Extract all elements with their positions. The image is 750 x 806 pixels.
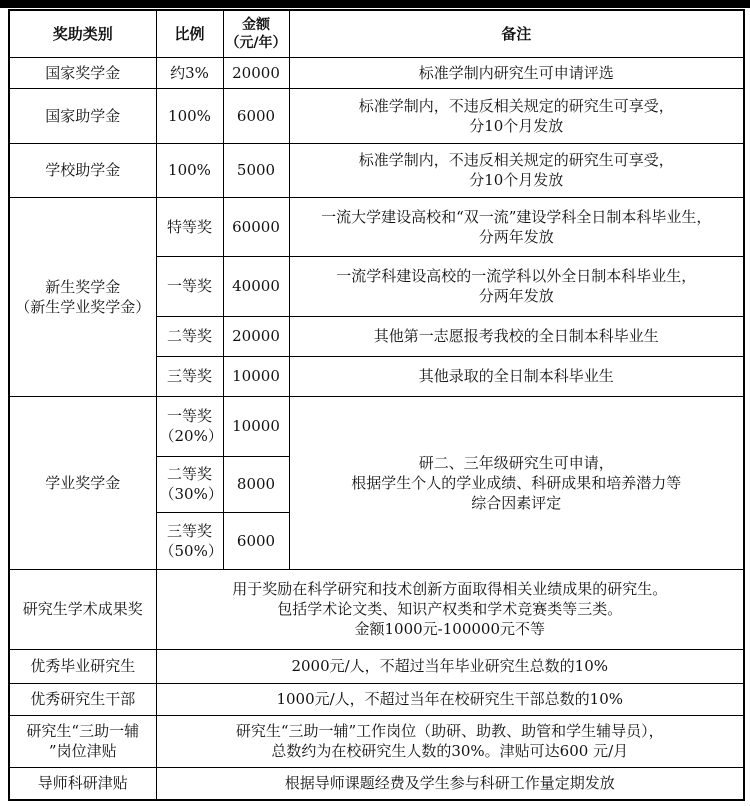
remarks-line: 研二、三年级研究生可申请， [418, 453, 614, 472]
remarks-line: 一流学科建设高校的一流学科以外全日制本科毕业生， [336, 267, 697, 285]
remarks-line: 分两年发放 [478, 227, 554, 246]
remarks-line: 标准学制内研究生可申请评选 [418, 63, 614, 82]
freshman-tier-level: 三等奖 [156, 356, 223, 396]
freshman-tier-remarks [289, 316, 744, 356]
row-outstanding-graduate [9, 649, 744, 683]
outstanding-cadre-category: 优秀研究生干部 [9, 683, 156, 715]
academic-tier-level [156, 396, 223, 456]
row-research-award [9, 569, 744, 649]
level-share: （50%） [159, 541, 223, 560]
level-line: 三等奖 [166, 521, 212, 540]
school-grant-category: 学校助学金 [9, 143, 156, 197]
row-supervisor-allowance [9, 767, 744, 800]
research-award-category: 研究生学术成果奖 [9, 569, 156, 649]
header-amount-unit: （元/年） [225, 34, 287, 51]
header-row [9, 10, 744, 57]
national-grant-category: 国家助学金 [9, 88, 156, 143]
remarks-line: 标准学制内，不违反相关规定的研究生可享受， [358, 96, 674, 115]
header-amount [223, 10, 289, 57]
header-remarks: 备注 [289, 10, 744, 57]
remarks-line: 其他第一志愿报考我校的全日制本科毕业生 [373, 327, 659, 345]
freshman-tier-remarks [289, 356, 744, 396]
national-scholarship-amount: 20000 [223, 57, 289, 88]
level-share: （20%） [159, 427, 223, 445]
remarks-line: 根据学生个人的学业成绩、科研成果和培养潜力等 [351, 473, 682, 492]
remarks-line: 分10个月发放 [469, 116, 564, 135]
national-scholarship-remarks [289, 57, 744, 88]
remarks-line: 用于奖励在科学研究和技术创新方面取得相关业绩成果的研究生。 [232, 580, 668, 598]
freshman-tier-amount: 40000 [223, 256, 289, 316]
outstanding-cadre-remarks: 1000元/人，不超过当年在校研究生干部总数的10% [156, 683, 744, 715]
national-grant-remarks [289, 88, 744, 143]
academic-tier-level [156, 512, 223, 569]
row-academic-first [9, 396, 744, 456]
remarks-line: 其他录取的全日制本科毕业生 [418, 367, 614, 385]
row-national-scholarship [9, 57, 744, 88]
category-line: 研究生“三助一辅 [26, 722, 140, 740]
school-grant-remarks [289, 143, 744, 197]
national-grant-amount: 6000 [223, 88, 289, 143]
header-ratio: 比例 [156, 10, 223, 57]
freshman-tier-amount: 10000 [223, 356, 289, 396]
academic-scholarship-remarks [289, 396, 744, 569]
remarks-line: 金额1000元-100000元不等 [354, 620, 545, 638]
freshman-tier-remarks [289, 197, 744, 256]
freshman-tier-amount: 60000 [223, 197, 289, 256]
freshman-scholarship-category [9, 197, 156, 396]
freshman-tier-remarks [289, 256, 744, 316]
academic-tier-amount: 8000 [223, 456, 289, 512]
category-line: 新生奖学金 [45, 277, 121, 296]
top-black-bar [0, 0, 750, 8]
academic-tier-amount: 6000 [223, 512, 289, 569]
remarks-line: 一流大学建设高校和“双一流”建设学科全日制本科毕业生， [321, 207, 712, 226]
assistantship-category [9, 715, 156, 767]
remarks-line: 分两年发放 [478, 287, 554, 305]
header-category: 奖助类别 [9, 10, 156, 57]
remarks-line: 分10个月发放 [469, 171, 564, 189]
freshman-tier-level: 一等奖 [156, 256, 223, 316]
national-grant-ratio: 100% [156, 88, 223, 143]
row-assistantship [9, 715, 744, 767]
row-freshman-special [9, 197, 744, 256]
supervisor-allowance-category: 导师科研津贴 [9, 767, 156, 800]
header-amount-line: 金额 [242, 16, 270, 33]
outstanding-graduate-remarks: 2000元/人，不超过当年毕业研究生总数的10% [156, 649, 744, 683]
remarks-line: 标准学制内，不违反相关规定的研究生可享受， [358, 151, 674, 169]
freshman-tier-level: 特等奖 [156, 197, 223, 256]
level-line: 二等奖 [166, 465, 212, 483]
row-national-grant [9, 88, 744, 143]
remarks-line: 总数约为在校研究生人数的30%。津贴可达600 元/月 [271, 742, 629, 760]
academic-tier-level [156, 456, 223, 512]
research-award-remarks [156, 569, 744, 649]
outstanding-graduate-category: 优秀毕业研究生 [9, 649, 156, 683]
freshman-tier-level: 二等奖 [156, 316, 223, 356]
category-line: （新生学业奖学金） [15, 297, 151, 316]
remarks-line: 包括学术论文类、知识产权类和学术竞赛类等三类。 [277, 600, 623, 618]
supervisor-allowance-remarks: 根据导师课题经费及学生参与科研工作量定期发放 [156, 767, 744, 800]
scholarship-table [8, 9, 745, 801]
remarks-line: 综合因素评定 [471, 493, 562, 512]
national-scholarship-ratio: 约3% [156, 57, 223, 88]
category-line: ”岗位津贴 [48, 742, 117, 760]
school-grant-amount: 5000 [223, 143, 289, 197]
level-line: 一等奖 [166, 407, 212, 425]
level-share: （30%） [159, 485, 223, 503]
row-school-grant [9, 143, 744, 197]
freshman-tier-amount: 20000 [223, 316, 289, 356]
national-scholarship-category: 国家奖学金 [9, 57, 156, 88]
assistantship-remarks [156, 715, 744, 767]
school-grant-ratio: 100% [156, 143, 223, 197]
academic-scholarship-category: 学业奖学金 [9, 396, 156, 569]
academic-tier-amount: 10000 [223, 396, 289, 456]
remarks-line: 研究生“三助一辅”工作岗位（助研、助教、助管和学生辅导员）， [235, 722, 664, 740]
row-outstanding-cadre [9, 683, 744, 715]
